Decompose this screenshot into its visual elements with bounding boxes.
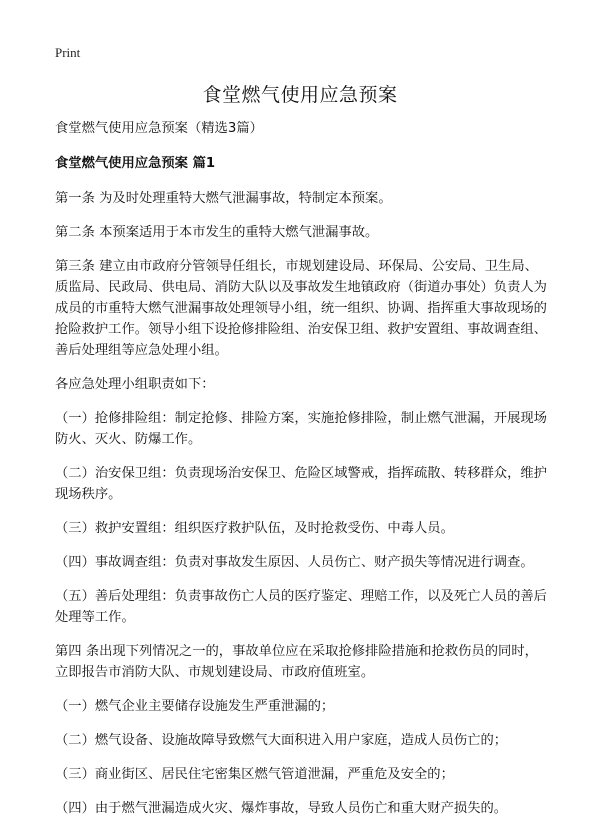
paragraph-duty-4: （四）事故调查组：负责对事故发生原因、人员伤亡、财产损失等情况进行调查。 [55,555,534,570]
paragraph-case-3: （三）商业街区、居民住宅密集区燃气管道泄漏，严重危及安全的； [55,767,454,782]
document-title: 食堂燃气使用应急预案 [202,84,398,106]
paragraph-duty-1: （一）抢修排险组：制定抢修、排险方案，实施抢修排险，制止燃气泄漏，开展现场防火、灭火、防爆工作。 [55,411,547,447]
paragraph-duty-3: （三）救护安置组：组织医疗救护队伍，及时抢救受伤、中毒人员。 [55,521,454,536]
paragraph-duties-intro: 各应急处理小组职责如下： [55,377,215,392]
paragraph-case-1: （一）燃气企业主要储存设施发生严重泄漏的； [55,699,335,714]
paragraph-article-1: 第一条 为及时处理重特大燃气泄漏事故，特制定本预案。 [55,191,392,206]
paragraph-duty-5: （五）善后处理组：负责事故伤亡人员的医疗鉴定、理赔工作，以及死亡人员的善后处理等工作。 [55,589,547,625]
document-subtitle: 食堂燃气使用应急预案（精选3篇） [55,121,263,136]
print-label: Print [55,45,81,60]
section-heading: 食堂燃气使用应急预案 篇1 [55,156,216,171]
paragraph-article-3: 第三条 建立由市政府分管领导任组长，市规划建设局、环保局、公安局、卫生局、质监局、民政局、供电局、消防大队以及事故发生地镇政府（街道办事处）负责人为成员的市重特大燃气泄漏事故处理领导小组，统一组织、协调、指挥重大事故现场的抢险救护工作。领导小组下设抢修排险组、治安保卫组、救护安置组、事故调查组、善后处理组等应急处理小组。 [55,259,547,358]
paragraph-case-2: （二）燃气设备、设施故障导致燃气大面积进入用户家庭，造成人员伤亡的； [55,733,508,748]
paragraph-article-4: 第四 条出现下列情况之一的，事故单位应在采取抢修排险措施和抢救伤员的同时，立即报告市消防大队、市规划建设局、市政府值班室。 [55,644,538,680]
document-body [55,118,550,832]
paragraph-case-4: （四）由于燃气泄漏造成火灾、爆炸事故，导致人员伤亡和重大财产损失的。 [55,801,508,816]
paragraph-duty-2: （二）治安保卫组：负责现场治安保卫、危险区域警戒，指挥疏散、转移群众，维护现场秩序。 [55,466,547,502]
paragraph-article-2: 第二条 本预案适用于本市发生的重特大燃气泄漏事故。 [55,225,379,240]
